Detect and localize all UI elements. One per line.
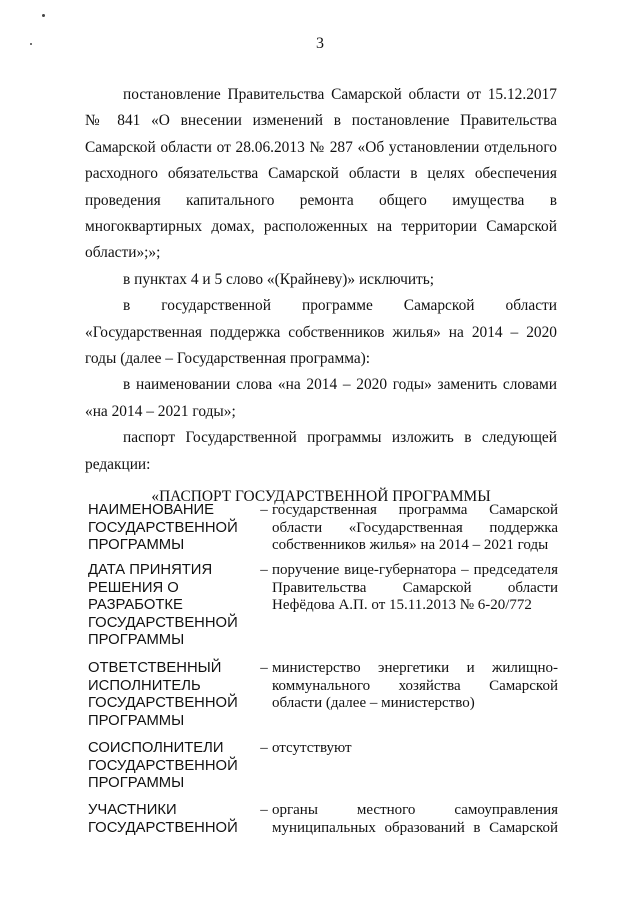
passport-table [88,502,558,852]
scan-speck [42,14,45,17]
body-text [85,82,557,510]
passport-heading: «ПАСПОРТ ГОСУДАРСТВЕННОЙ ПРОГРАММЫ [151,488,491,506]
passport-label: НАИМЕНОВАНИЕ ГОСУДАРСТВЕННОЙ ПРОГРАММЫ [88,502,238,554]
passport-row [88,740,558,802]
passport-row [88,562,558,660]
passport-dash: – [260,502,268,518]
paragraph: в пунктах 4 и 5 слово «(Крайневу)» исключить; [123,270,435,288]
passport-row [88,802,558,852]
paragraph: в наименовании слова «на 2014 – 2020 годы» заменить словами «на 2014 – 2021 годы»; [85,376,557,420]
passport-value: министерство энергетики и жилищно-коммунального хозяйства Самарской области (далее – министерство) [272,660,558,712]
passport-label: ДАТА ПРИНЯТИЯ РЕШЕНИЯ О РАЗРАБОТКЕ ГОСУДАРСТВЕННОЙ ПРОГРАММЫ [88,562,238,649]
passport-dash: – [260,740,268,756]
passport-label: УЧАСТНИКИ ГОСУДАРСТВЕННОЙ [88,802,238,836]
paragraph: в государственной программе Самарской области «Государственная поддержка собственников жилья» на 2014 – 2020 годы (далее – Государственная программа): [85,297,557,368]
paragraph: постановление Правительства Самарской области от 15.12.2017 № 841 «О внесении изменений в постановление Правительства Самарской области от 28.06.2013 № 287 «Об установлении отдельного расходного обязательства Самарской области в целях обеспечения проведения капитального ремонта общего имущества в многоквартирных домах, расположенных на территории Самарской области»;»; [85,86,557,262]
passport-dash: – [260,660,268,676]
passport-dash: – [260,562,268,578]
passport-label: СОИСПОЛНИТЕЛИ ГОСУДАРСТВЕННОЙ ПРОГРАММЫ [88,740,238,792]
page-number: 3 [316,35,324,52]
passport-value: органы местного самоуправления муниципальных образований в Самарской [272,802,558,836]
passport-row [88,660,558,740]
passport-row [88,502,558,562]
passport-value: государственная программа Самарской области «Государственная поддержка собственников жилья» на 2014 – 2021 годы [272,502,558,554]
passport-value: отсутствуют [272,740,352,756]
passport-value: поручение вице-губернатора – председателя Правительства Самарской области Нефёдова А.П. от 15.11.2013 № 6-20/772 [272,562,558,614]
passport-label: ОТВЕТСТВЕННЫЙ ИСПОЛНИТЕЛЬ ГОСУДАРСТВЕННОЙ ПРОГРАММЫ [88,660,238,729]
passport-dash: – [260,802,268,818]
paragraph: паспорт Государственной программы изложить в следующей редакции: [85,429,557,473]
